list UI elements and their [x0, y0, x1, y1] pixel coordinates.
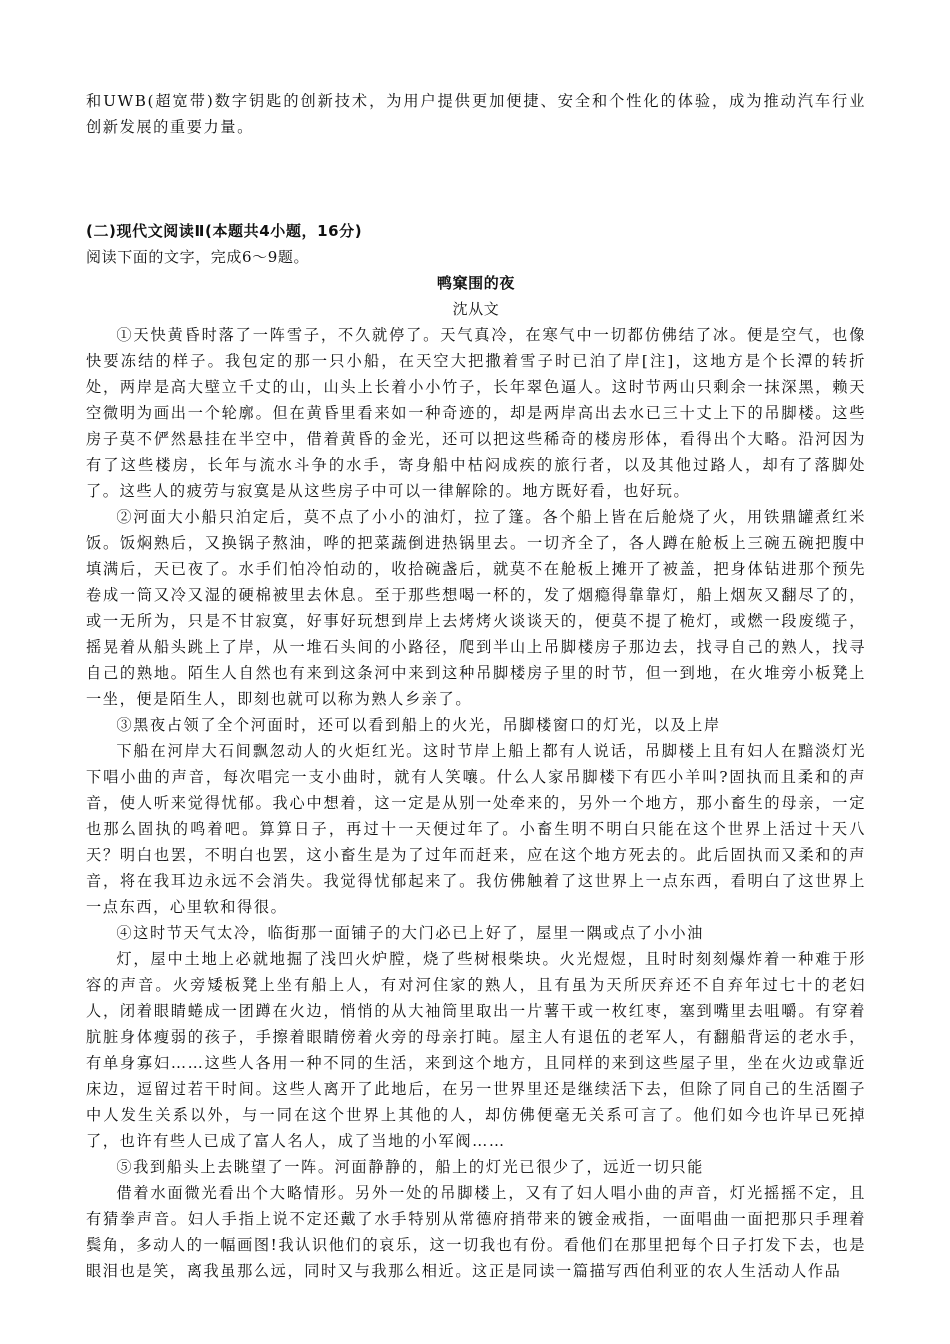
- intro-paragraph: 和UWB(超宽带)数字钥匙的创新技术，为用户提供更加便捷、安全和个性化的体验，成为推动汽车行业创新发展的重要力量。: [86, 92, 866, 136]
- article-paragraph-2: ②河面大小船只泊定后，莫不点了小小的油灯，拉了篷。各个船上皆在后舱烧了火，用铁鼎罐煮红米饭。饭焖熟后，又换锅子熬油，哗的把菜蔬倒进热锅里去。一切齐全了，各人蹲在舱板上三碗五碗把腹中填满后，天已夜了。水手们怕冷怕动的，收拾碗盏后，就莫不在舱板上摊开了被盖，把身体钻进那个预先卷成一筒又冷又湿的硬棉被里去休息。至于那些想喝一杯的，发了烟瘾得靠靠灯，船上烟灰又翻尽了的，或一无所为，只是不甘寂寞，好事好玩想到岸上去烤烤火谈谈天的，便莫不提了桅灯，或燃一段废缆子，摇晃着从船头跳上了岸，从一堆石头间的小路径，爬到半山上吊脚楼房子那边去，找寻自己的熟人，找寻自己的熟地。陌生人自然也有来到这条河中来到这种吊脚楼房子里的时节，但一到地，在火堆旁小板凳上一坐，便是陌生人，即刻也就可以称为熟人乡亲了。: [86, 508, 866, 708]
- article-paragraph-4-head: ④这时节天气太冷，临街那一面铺子的大门必已上好了，屋里一隅或点了小小油: [116, 924, 704, 942]
- article-paragraph-4-body: 灯，屋中土地上必就地掘了浅凹火炉膛，烧了些树根柴块。火光煜煜，且时时刻刻爆炸着一种难于形容的声音。火旁矮板凳上坐有船上人，有对河住家的熟人，且有虽为天所厌弃还不自弃年过七十的老妇人，闭着眼睛蜷成一团蹲在火边，悄悄的从大袖筒里取出一片薯干或一枚红枣，塞到嘴里去咀嚼。有穿着肮脏身体瘦弱的孩子，手擦着眼睛傍着火旁的母亲打盹。屋主人有退伍的老军人，有翻船背运的老水手，有单身寡妇……这些人各用一种不同的生活，来到这个地方，且同样的来到这些屋子里，坐在火边或靠近床边，逗留过若干时间。这些人离开了此地后，在另一世界里还是继续活下去，但除了同自己的生活圈子中人发生关系以外，与一同在这个世界上其他的人，却仿佛便毫无关系可言了。他们如今也许早已死掉了，也许有些人已成了富人名人，成了当地的小军阀……: [86, 950, 866, 1150]
- section-heading: (二)现代文阅读Ⅱ(本题共4小题，16分): [86, 222, 363, 240]
- article-author: 沈从文: [452, 300, 500, 318]
- section-instruction: 阅读下面的文字，完成6～9题。: [86, 248, 310, 266]
- reading-section: [86, 218, 866, 1284]
- article-paragraph-3-head: ③黑夜占领了全个河面时，还可以看到船上的火光，吊脚楼窗口的灯光，以及上岸: [116, 716, 721, 734]
- article-paragraph-5-body: 借着水面微光看出个大略情形。另外一处的吊脚楼上，又有了妇人唱小曲的声音，灯光摇摇不定，且有猜拳声音。妇人手指上说不定还戴了水手特别从常德府捎带来的镀金戒指，一面唱曲一面把那只手理着鬓角，多动人的一幅画图!我认识他们的哀乐，这一切我也有份。看他们在那里把每个日子打发下去，也是眼泪也是笑，离我虽那么远，同时又与我那么相近。这正是同读一篇描写西伯利亚的农人生活动人作品: [86, 1184, 866, 1280]
- intro-block: [86, 88, 866, 140]
- article-paragraph-5-head: ⑤我到船头上去眺望了一阵。河面静静的，船上的灯光已很少了，远近一切只能: [116, 1158, 704, 1176]
- article-title: 鸭窠围的夜: [436, 274, 515, 292]
- article-paragraph-3-body: 下船在河岸大石间飘忽动人的火炬红光。这时节岸上船上都有人说话，吊脚楼上且有妇人在黯淡灯光下唱小曲的声音，每次唱完一支小曲时，就有人笑嚷。什么人家吊脚楼下有匹小羊叫?固执而且柔和的声音，使人听来觉得忧郁。我心中想着，这一定是从别一处牵来的，另外一个地方，那小畜生的母亲，一定也那么固执的鸣着吧。算算日子，再过十一天便过年了。小畜生明不明白只能在这个世界上活过十天八天？明白也罢，不明白也罢，这小畜生是为了过年而赶来，应在这个地方死去的。此后固执而又柔和的声音，将在我耳边永远不会消失。我觉得忧郁起来了。我仿佛触着了这世界上一点东西，看明白了这世界上一点东西，心里软和得很。: [86, 742, 866, 916]
- article-paragraph-1: ①天快黄昏时落了一阵雪子，不久就停了。天气真冷，在寒气中一切都仿佛结了冰。便是空气，也像快要冻结的样子。我包定的那一只小船，在天空大把撒着雪子时已泊了岸[注]，这地方是个长潭的转折处，两岸是高大壁立千丈的山，山头上长着小小竹子，长年翠色逼人。这时节两山只剩余一抹深黑，赖天空微明为画出一个轮廓。但在黄昏里看来如一种奇迹的，却是两岸高出去水已三十丈上下的吊脚楼。这些房子莫不俨然悬挂在半空中，借着黄昏的金光，还可以把这些稀奇的楼房形体，看得出个大略。沿河因为有了这些楼房，长年与流水斗争的水手，寄身船中枯闷成疾的旅行者，以及其他过路人，却有了落脚处了。这些人的疲劳与寂寞是从这些房子中可以一律解除的。地方既好看，也好玩。: [86, 326, 866, 500]
